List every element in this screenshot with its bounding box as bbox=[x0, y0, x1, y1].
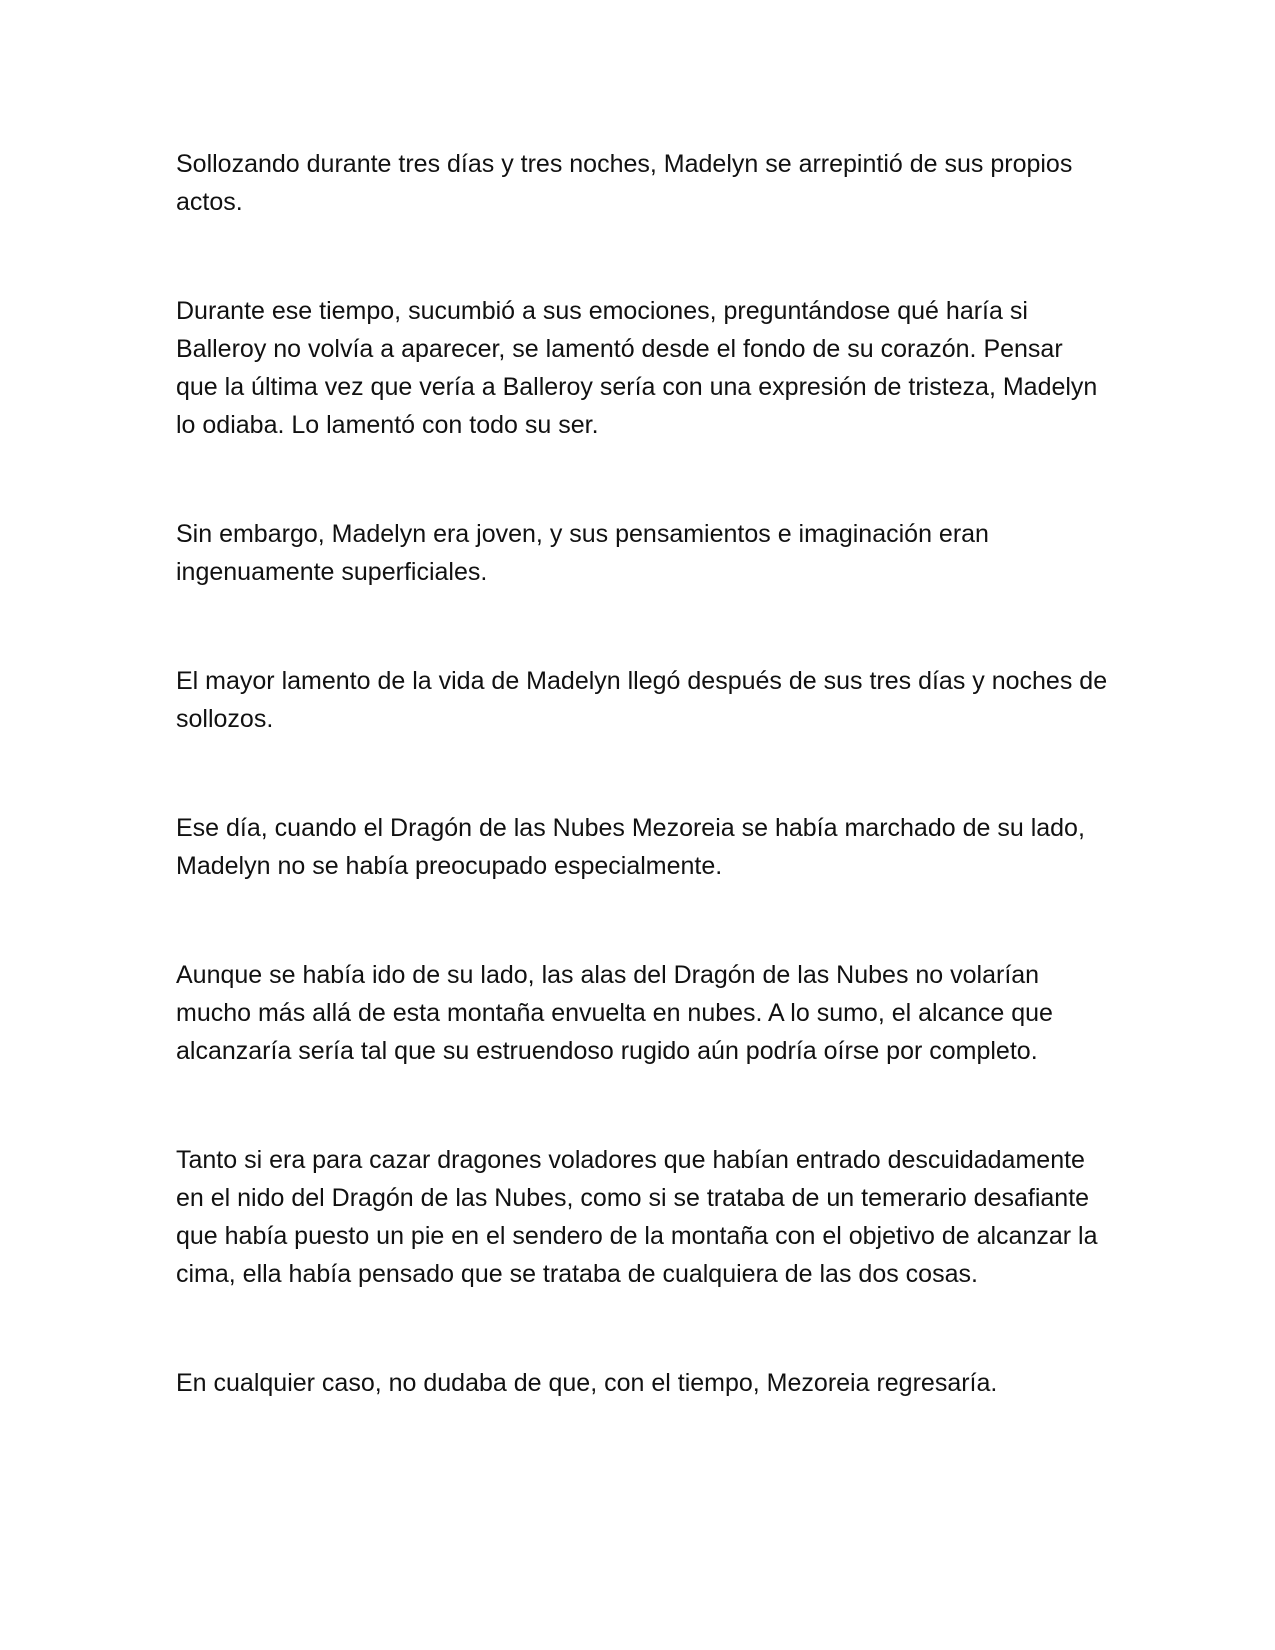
paragraph-5: Ese día, cuando el Dragón de las Nubes Mezoreia se había marchado de su lado, Madelyn no se había preocupado especialmente. bbox=[176, 814, 1085, 880]
paragraph-6: Aunque se había ido de su lado, las alas del Dragón de las Nubes no volarían mucho más allá de esta montaña envuelta en nubes. A lo sumo, el alcance que alcanzaría sería tal que su estruendoso rugido aún podría oírse por completo. bbox=[176, 961, 1053, 1065]
document-body bbox=[176, 145, 1111, 1402]
paragraph-8: En cualquier caso, no dudaba de que, con el tiempo, Mezoreia regresaría. bbox=[176, 1369, 998, 1397]
paragraph-2: Durante ese tiempo, sucumbió a sus emociones, preguntándose qué haría si Balleroy no volvía a aparecer, se lamentó desde el fondo de su corazón. Pensar que la última vez que vería a Balleroy sería con una expresión de tristeza, Madelyn lo odiaba. Lo lamentó con todo su ser. bbox=[176, 297, 1098, 439]
paragraph-4: El mayor lamento de la vida de Madelyn llegó después de sus tres días y noches de sollozos. bbox=[176, 667, 1108, 733]
paragraph-7: Tanto si era para cazar dragones voladores que habían entrado descuidadamente en el nido del Dragón de las Nubes, como si se trataba de un temerario desafiante que había puesto un pie en el sendero de la montaña con el objetivo de alcanzar la cima, ella había pensado que se trataba de cualquiera de las dos cosas. bbox=[176, 1146, 1098, 1288]
paragraph-3: Sin embargo, Madelyn era joven, y sus pensamientos e imaginación eran ingenuamente superficiales. bbox=[176, 520, 989, 586]
paragraph-1: Sollozando durante tres días y tres noches, Madelyn se arrepintió de sus propios actos. bbox=[176, 150, 1073, 216]
